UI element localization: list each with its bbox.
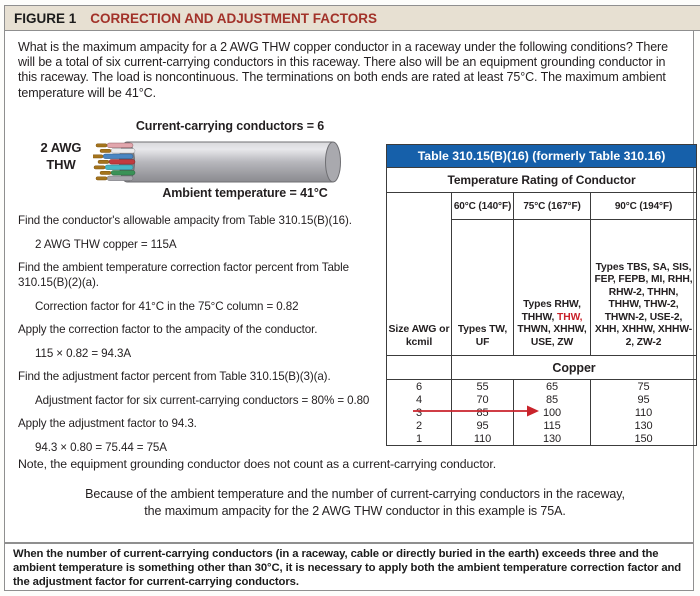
calc-step: Find the adjustment factor percent from Table 310.15(B)(3)(a).	[18, 370, 331, 383]
calc-step: Find the ambient temperature correction factor percent from Table 310.15(B)(2)(a).	[18, 261, 349, 289]
question-text: What is the maximum ampacity for a 2 AWG THW copper conductor in a raceway under the following conditions? There will be a total of six current-carrying conductors in this raceway. There also will be an equipment grounding conductor in this raceway. The load is noncontinuous. The terminations on both ends are rated at least 75°C. The maximum ambient temperature will be 41°C.	[18, 40, 668, 100]
ambient-temperature-label: Ambient temperature = 41°C	[162, 186, 328, 200]
table-row-highlighted: 2 95 115 130	[387, 419, 697, 432]
calc-step: Apply the adjustment factor to 94.3.	[18, 417, 197, 430]
conclusion-text: Because of the ambient temperature and the number of current-carrying conductors in the raceway, the maximum ampacity for the 2 AWG THW conductor in this example is 75A.	[85, 487, 625, 518]
table-row: 6 55 65 75	[387, 380, 697, 394]
table-title: Table 310.15(B)(16) (formerly Table 310.16)	[387, 145, 697, 168]
table-row: 1 110 130 150	[387, 432, 697, 446]
table-310-15-b-16	[386, 144, 697, 446]
calc-step: 94.3 × 0.80 = 75.44 = 75A	[35, 440, 167, 454]
col-header-60c: 60°C (140°F)	[452, 193, 514, 220]
calc-step: Adjustment factor for six current-carrying conductors = 80% = 0.80	[35, 393, 370, 407]
types-60-cell: Types TW, UF	[452, 220, 514, 356]
table-subtitle: Temperature Rating of Conductor	[387, 168, 697, 193]
table-row: 3 85 100 110	[387, 406, 697, 419]
thw-highlight: THW,	[557, 311, 583, 323]
conductor-size-line1: 2 AWG	[40, 140, 82, 155]
col-header-90c: 90°C (194°F)	[591, 193, 697, 220]
conductor-size-label	[29, 139, 93, 173]
copper-row-spacer	[387, 356, 452, 380]
calc-step: Apply the correction factor to the ampacity of the conductor.	[18, 323, 318, 336]
types-75-cell: Types RHW, THHW, THW, THWN, XHHW, USE, ZW	[514, 220, 591, 356]
grounding-conductor-note: Note, the equipment grounding conductor does not count as a current-carrying conductor.	[18, 457, 497, 471]
size-column-header: Size AWG or kcmil	[387, 193, 452, 356]
footer-note: When the number of current-carrying conductors (in a raceway, cable or directly buried in the earth) exceeds three and the ambient temperature is something other than 30°C, it is necessary to apply both the ambient temperature correction factor and the adjustment factor for current-carrying conductors.	[13, 548, 682, 588]
table-row: 4 70 85 95	[387, 393, 697, 406]
footer-note-box	[4, 543, 694, 591]
figure-content-box	[4, 30, 694, 543]
calc-step: 115 × 0.82 = 94.3A	[35, 346, 131, 360]
conductor-wires	[93, 143, 135, 181]
calc-step: Find the conductor's allowable ampacity from Table 310.15(B)(16).	[18, 214, 352, 227]
calc-step: 2 AWG THW copper = 115A	[35, 237, 177, 251]
figure-title-bar	[4, 5, 700, 31]
types-90-cell: Types TBS, SA, SIS, FEP, FEPB, MI, RHH, RHW-2, THHN, THHW, THW-2, THWN-2, USE-2, XHH, XHHW, XHHW-2, ZW-2	[591, 220, 697, 356]
raceway-tube	[127, 142, 333, 182]
raceway-end-cap	[326, 142, 341, 182]
current-carrying-conductors-label: Current-carrying conductors = 6	[135, 119, 325, 133]
conductor-size-line2: THW	[46, 157, 76, 172]
figure-label: FIGURE 1	[14, 10, 77, 26]
col-header-75c: 75°C (167°F)	[514, 193, 591, 220]
figure-title: CORRECTION AND ADJUSTMENT FACTORS	[90, 10, 378, 26]
ampacity-table	[386, 144, 696, 445]
copper-label: Copper	[452, 356, 697, 380]
conduit-raceway-graphic	[93, 135, 351, 189]
calculation-steps	[18, 213, 392, 463]
calc-step: Correction factor for 41°C in the 75°C column = 0.82	[35, 299, 299, 313]
